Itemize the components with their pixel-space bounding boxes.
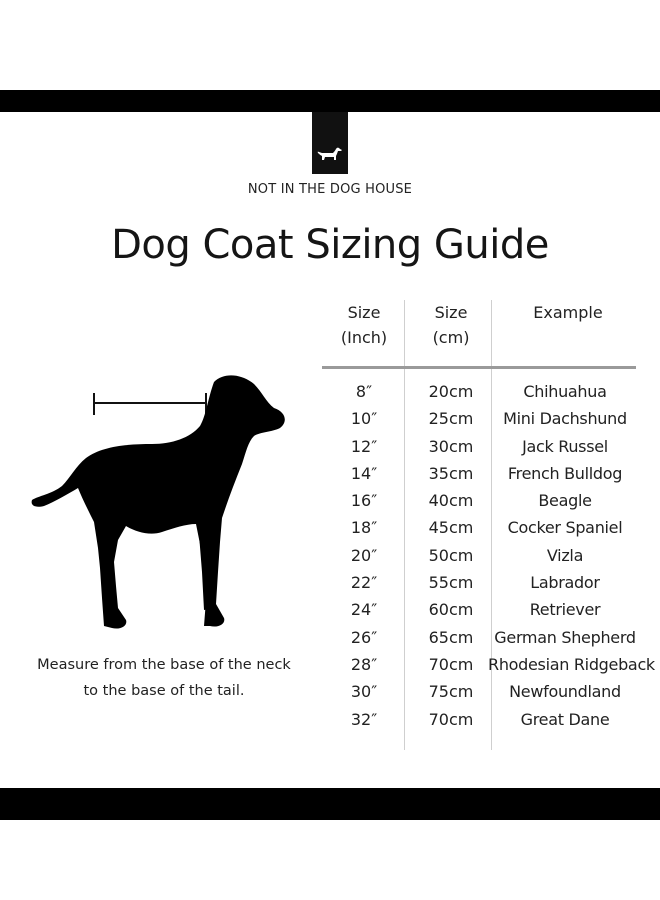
size-inch-cell: 12″ [350,436,378,456]
example-breed-cell: Chihuahua [523,382,607,401]
table-row [322,628,642,655]
brand-logo-tag [312,112,348,174]
table-row [322,546,642,573]
table-row [322,518,642,545]
size-cm-cell: 70cm [428,709,474,729]
size-inch-cell: 24″ [350,600,378,620]
header-size-inch [330,300,398,350]
size-cm-cell: 60cm [428,600,474,620]
table-row [322,409,642,436]
size-cm-cell: 75cm [428,682,474,702]
caption-line2: to the base of the tail. [83,683,245,699]
table-row [322,491,642,518]
header-size-cm-line2: (cm) [432,328,470,347]
size-inch-cell: 18″ [350,518,378,538]
header-size-cm [416,300,486,350]
size-inch-cell: 30″ [350,682,378,702]
dachshund-icon [316,146,344,162]
header-example-line1: Example [533,303,603,322]
example-breed-cell: Newfoundland [509,682,621,702]
example-breed-cell: Retriever [529,600,601,620]
size-cm-cell: 50cm [428,545,474,565]
size-inch-cell: 32″ [350,709,378,729]
table-row [322,382,642,409]
example-breed-cell: Rhodesian Ridgeback [488,654,655,674]
table-row [322,654,655,682]
example-breed-cell: French Bulldog [507,463,623,483]
size-cm-cell: 35cm [428,463,474,483]
header-example [500,300,636,325]
table-row [322,682,642,709]
table-row [322,710,642,737]
brand-name: NOT IN THE DOG HOUSE [247,182,413,197]
header-size-inch-line1: Size [347,303,381,322]
size-inch-cell: 14″ [350,463,378,483]
table-row [322,600,642,627]
caption-line1: Measure from the base of the neck [37,657,291,673]
table-row [322,437,642,464]
size-cm-cell: 70cm [428,654,474,674]
size-inch-cell: 10″ [350,409,378,429]
size-inch-cell: 20″ [350,545,378,565]
size-cm-cell: 40cm [428,491,474,511]
size-cm-cell: 20cm [428,382,474,401]
table-row [322,573,642,600]
size-inch-cell: 26″ [350,627,378,647]
example-breed-cell: Cocker Spaniel [507,518,623,538]
measurement-caption [28,652,300,704]
size-cm-cell: 45cm [428,518,474,538]
example-breed-cell: Great Dane [520,709,610,729]
size-cm-cell: 30cm [428,436,474,456]
example-breed-cell: Mini Dachshund [503,409,627,429]
size-inch-cell: 8″ [355,382,373,401]
top-border-bar [0,90,660,112]
header-size-inch-line2: (Inch) [340,328,388,347]
size-cm-cell: 55cm [428,573,474,593]
example-breed-cell: German Shepherd [494,627,636,647]
table-row [322,464,642,491]
dog-silhouette-icon [28,372,290,634]
example-breed-cell: Vizla [546,545,584,565]
size-inch-cell: 22″ [350,573,378,593]
example-breed-cell: Beagle [538,491,592,511]
example-breed-cell: Jack Russel [522,436,608,456]
header-size-cm-line1: Size [434,303,468,322]
example-breed-cell: Labrador [530,573,600,593]
size-inch-cell: 16″ [350,491,378,511]
size-cm-cell: 25cm [428,409,474,429]
size-cm-cell: 65cm [428,627,474,647]
page-title: Dog Coat Sizing Guide [111,222,549,268]
bottom-border-bar [0,788,660,820]
header-rule [322,366,636,369]
size-table-body [322,382,655,737]
size-inch-cell: 28″ [350,654,378,674]
